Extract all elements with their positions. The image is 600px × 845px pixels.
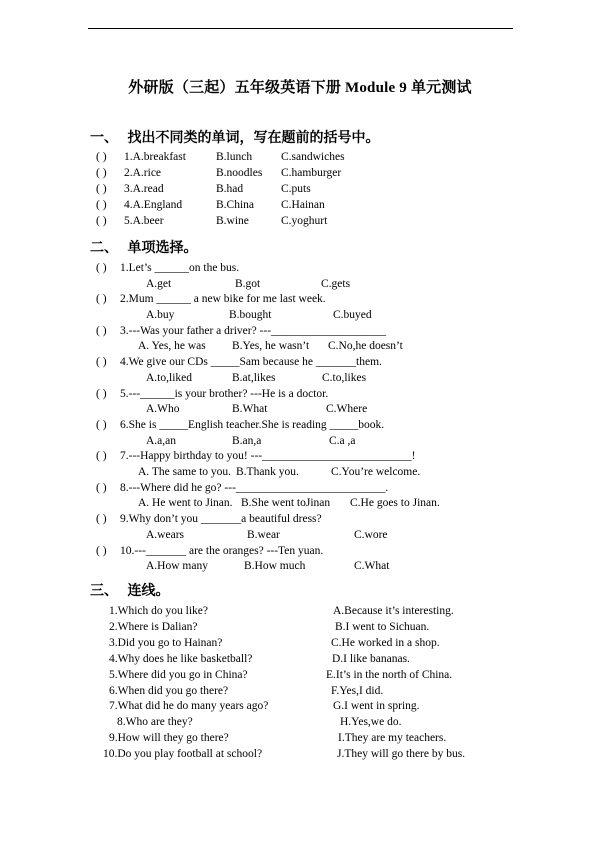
option-c: C.sandwiches (281, 151, 345, 163)
option-b: B.China (216, 199, 255, 211)
header-rule (88, 28, 513, 29)
answer-bracket: ( ) (96, 199, 107, 211)
question-option-a: 1.A.breakfast (124, 151, 186, 163)
answer-bracket: ( ) (96, 544, 107, 557)
option-b: B.an,a (232, 434, 262, 447)
section1-number: 一、 (90, 131, 118, 146)
option-a: A.wears (146, 528, 184, 541)
matching-answer: G.I went in spring. (333, 700, 420, 713)
answer-bracket: ( ) (96, 450, 107, 463)
question-option-a: 2.A.rice (124, 167, 162, 179)
option-b: B.wine (216, 215, 249, 227)
answer-bracket: ( ) (96, 151, 107, 163)
option-a: A. He went to Jinan. (138, 497, 233, 510)
option-c: C.puts (281, 183, 311, 195)
question-text: 7.---Happy birthday to you! ---__________________________! (120, 450, 416, 463)
matching-answer: I.They are my teachers. (338, 732, 447, 745)
option-b: B.had (216, 183, 244, 195)
question-text: 5.---______is your brother? ---He is a doctor. (120, 387, 329, 400)
matching-question: 10.Do you play football at school? (103, 748, 263, 761)
option-b: B.She went toJinan (241, 497, 331, 510)
matching-answer: E.It’s in the north of China. (326, 668, 453, 681)
question-text: 9.Why don’t you _______a beautiful dress? (120, 513, 322, 526)
option-c: C.wore (354, 528, 388, 541)
option-c: C.No,he doesn’t (328, 340, 403, 353)
question-option-a: 5.A.beer (124, 215, 164, 227)
option-a: A.a,an (146, 434, 177, 447)
section3-title: 连线。 (127, 584, 170, 599)
question-text: 10.---_______ are the oranges? ---Ten yuan. (120, 544, 324, 557)
option-b: B.got (235, 277, 261, 290)
matching-question: 5.Where did you go in China? (109, 668, 248, 681)
matching-answer: F.Yes,I did. (331, 684, 384, 697)
option-c: C.Hainan (281, 199, 325, 211)
page-title: 外研版（三起）五年级英语下册 Module 9 单元测试 (128, 80, 472, 96)
section1-heading (90, 127, 380, 147)
question-text: 4.We give our CDs _____Sam because he _______them. (120, 356, 382, 369)
matching-question: 7.What did he do many years ago? (109, 700, 269, 713)
option-c: C.What (354, 560, 390, 573)
section2-title: 单项选择。 (127, 241, 198, 256)
question-text: 3.---Was your father a driver? ---____________________ (120, 324, 387, 337)
matching-question: 3.Did you go to Hainan? (109, 636, 223, 649)
option-c: C.yoghurt (281, 215, 328, 227)
matching-question: 8.Who are they? (117, 716, 193, 729)
answer-bracket: ( ) (96, 356, 107, 369)
matching-answer: A.Because it’s interesting. (333, 605, 454, 617)
option-b: B.Thank you. (236, 465, 299, 478)
answer-bracket: ( ) (96, 183, 107, 195)
matching-answer: B.I went to Sichuan. (335, 620, 430, 633)
option-c: C.to,likes (322, 371, 367, 384)
option-a: A.get (146, 277, 172, 290)
section2-heading (90, 237, 198, 257)
option-b: B.Yes, he wasn’t (232, 340, 310, 353)
answer-bracket: ( ) (96, 387, 107, 400)
option-c: C.hamburger (281, 167, 342, 179)
question-text: 8.---Where did he go? ---__________________________. (120, 481, 389, 494)
matching-answer: J.They will go there by bus. (337, 748, 466, 761)
option-c: C.You’re welcome. (331, 465, 421, 478)
matching-question: 2.Where is Dalian? (109, 620, 198, 633)
option-c: C.gets (321, 277, 351, 290)
answer-bracket: ( ) (96, 215, 107, 227)
answer-bracket: ( ) (96, 167, 107, 179)
matching-question: 4.Why does he like basketball? (109, 652, 253, 665)
answer-bracket: ( ) (96, 513, 107, 526)
question-option-a: 4.A.England (124, 199, 183, 211)
matching-question: 9.How will they go there? (109, 732, 229, 745)
option-b: B.wear (247, 528, 280, 541)
matching-answer: C.He worked in a shop. (331, 636, 440, 649)
option-c: C.a ,a (329, 434, 356, 447)
option-b: B.at,likes (232, 371, 276, 384)
section3-number: 三、 (90, 584, 118, 599)
answer-bracket: ( ) (96, 262, 107, 274)
answer-bracket: ( ) (96, 324, 107, 337)
option-b: B.What (232, 403, 268, 416)
question-option-a: 3.A.read (124, 183, 164, 195)
option-a: A.buy (146, 308, 175, 321)
option-b: B.noodles (216, 167, 263, 179)
option-b: B.How much (244, 560, 306, 573)
answer-bracket: ( ) (96, 481, 107, 494)
option-a: A.Who (146, 403, 180, 416)
matching-answer: H.Yes,we do. (340, 716, 402, 729)
option-a: A.to,liked (146, 371, 192, 384)
option-a: A. The same to you. (138, 465, 232, 478)
option-b: B.bought (229, 308, 272, 321)
option-c: C.He goes to Jinan. (350, 497, 440, 510)
question-text: 1.Let’s ______on the bus. (120, 262, 240, 274)
option-b: B.lunch (216, 151, 253, 163)
option-a: A.How many (146, 560, 208, 573)
section2-number: 二、 (90, 241, 118, 256)
section3-heading (90, 580, 170, 600)
matching-answer: D.I like bananas. (332, 652, 410, 665)
answer-bracket: ( ) (96, 293, 107, 306)
option-c: C.Where (326, 403, 368, 416)
matching-question: 6.When did you go there? (109, 684, 229, 697)
matching-question: 1.Which do you like? (109, 605, 209, 617)
question-text: 6.She is _____English teacher.She is reading _____book. (120, 419, 385, 431)
answer-bracket: ( ) (96, 419, 107, 431)
option-c: C.buyed (333, 308, 372, 321)
section1-title: 找出不同类的单词，写在题前的括号中。 (127, 131, 380, 146)
question-text: 2.Mum ______ a new bike for me last week. (120, 293, 326, 306)
option-a: A. Yes, he was (138, 340, 206, 353)
